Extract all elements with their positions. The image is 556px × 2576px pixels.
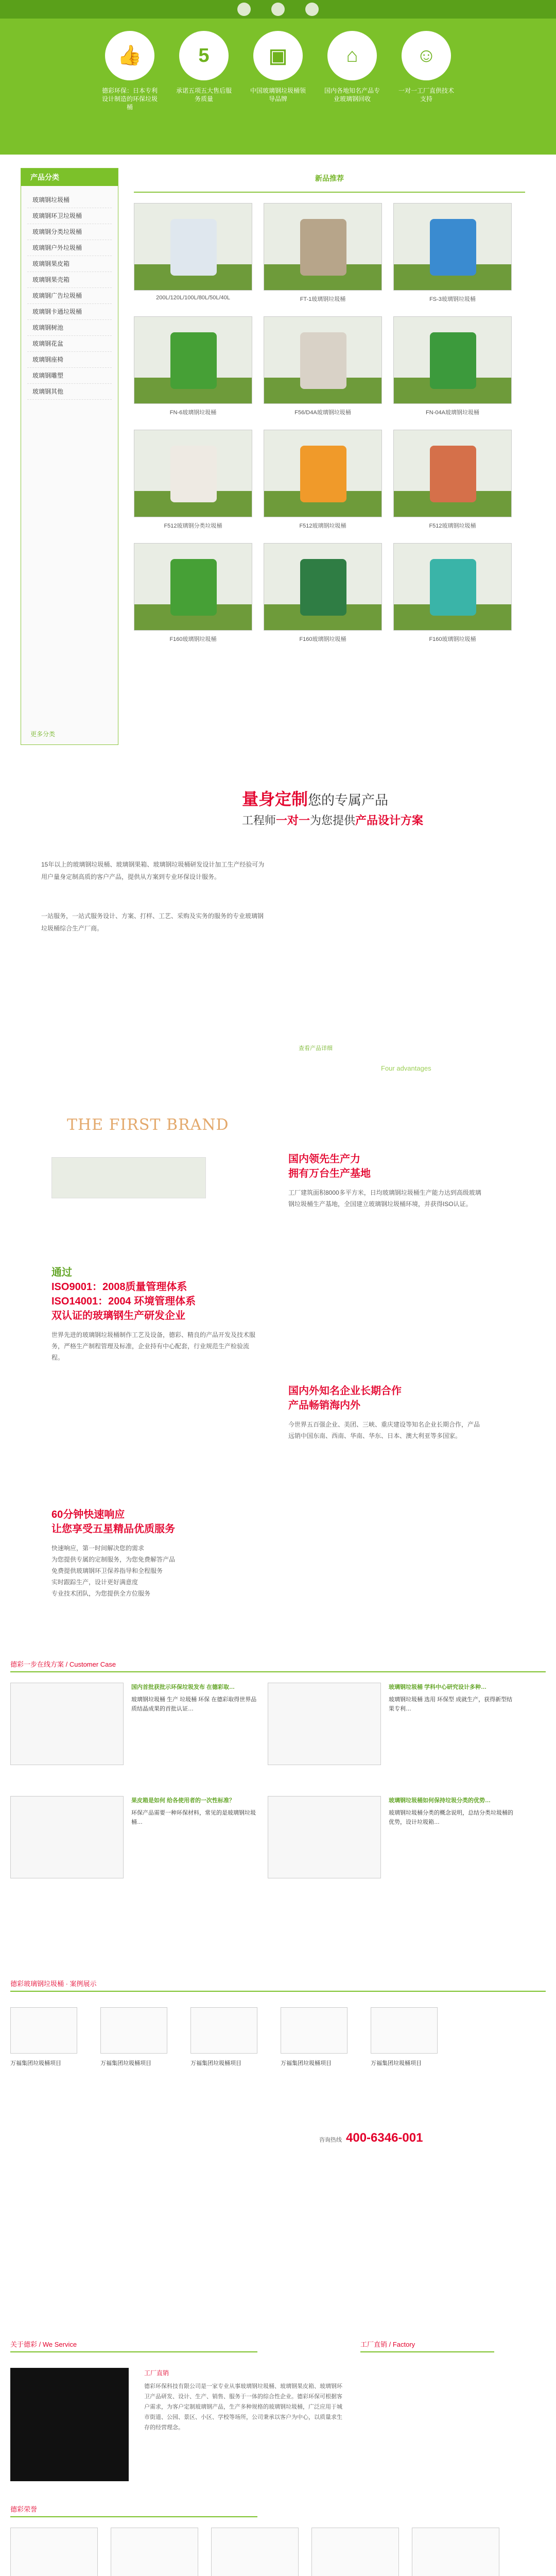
custom-heading2-end: 产品设计方案 — [355, 814, 424, 827]
bin-shape — [170, 332, 217, 389]
advantage-item — [101, 31, 158, 111]
news-title[interactable]: 果皮箱是如何 给各使用者的一次性标准？ — [131, 1798, 235, 1804]
custom-paragraph-2: 一站服务，一站式服务设计、方案、打样、工艺、采购及实务的服务的专业玻璃钢垃圾桶综合生产厂商。 — [41, 912, 264, 932]
product-card[interactable] — [134, 203, 252, 303]
advantage-item — [176, 31, 232, 111]
product-image[interactable] — [264, 430, 382, 517]
product-name[interactable]: FN-6玻璃钢垃圾桶 — [169, 410, 217, 416]
custom-heading-prefix: 量身定制 — [242, 790, 308, 808]
product-image[interactable] — [393, 316, 512, 404]
sidebar-item[interactable]: 玻璃钢果皮箱 — [27, 256, 112, 272]
advantage-item — [398, 31, 455, 111]
product-name[interactable]: F160玻璃钢垃圾桶 — [429, 636, 476, 642]
case-label[interactable]: 万福集团垃圾桶项目 — [100, 2060, 151, 2066]
news-summary: 玻璃钢垃圾桶分类的概念说明，总结分类垃圾桶的优势，设计垃圾箱… — [389, 1810, 513, 1825]
advantage-1-subtitle: 拥有万台生产基地 — [288, 1168, 371, 1179]
news-image[interactable] — [10, 1796, 124, 1878]
advantage-text: 国内各地知名产品专业玻璃钢回收 — [324, 87, 380, 103]
about-video[interactable] — [10, 2368, 129, 2481]
case-label[interactable]: 万福集团垃圾桶项目 — [281, 2060, 332, 2066]
sidebar-item[interactable]: 玻璃钢花盆 — [27, 336, 112, 352]
case-label[interactable]: 万福集团垃圾桶项目 — [190, 2060, 241, 2066]
five-icon: 5 — [179, 31, 229, 80]
about-text: 德彩环保科技有限公司是一家专业从事玻璃钢垃圾桶、玻璃钢果皮箱、玻璃钢环卫产品研发、设计、生产、销售、服务于一体的综合性企业。德彩环保可根据客户需求，为客户定制玻璃钢产品，生产多种规格的玻璃钢垃圾桶，广泛应用于城市街道、公园、景区、小区、学校等场所，公司秉承以客户为中心，以质量求生存的经营理念。 — [144, 2383, 342, 2431]
news-title[interactable]: 玻璃钢垃圾桶 学科中心研究设计多种… — [389, 1684, 487, 1690]
case-card[interactable] — [190, 2007, 257, 2054]
product-image[interactable] — [134, 203, 252, 291]
landscape-illustration — [51, 1157, 206, 1198]
sidebar-item[interactable]: 玻璃钢分类垃圾桶 — [27, 224, 112, 240]
product-card[interactable] — [264, 316, 382, 416]
sidebar-item[interactable]: 玻璃钢树池 — [27, 320, 112, 336]
product-grid — [134, 203, 525, 643]
advantage-item — [250, 31, 306, 111]
product-card[interactable] — [393, 430, 512, 530]
bin-shape — [300, 332, 346, 389]
advantage-3 — [288, 1384, 484, 1442]
case-label[interactable]: 万福集团垃圾桶项目 — [10, 2060, 61, 2066]
sidebar-title: 产品分类 — [21, 168, 118, 186]
product-card[interactable] — [134, 543, 252, 643]
advantage-4-item: 专业技术团队，为您提供全方位服务 — [51, 1590, 151, 1597]
advantage-1-text: 工厂建筑面积8000多平方米，日均玻璃钢垃圾桶生产能力达到高级玻璃钢垃圾桶生产基地，全国建立玻璃钢垃圾桶环境，并获得ISO认证。 — [288, 1189, 481, 1208]
sidebar-item[interactable]: 玻璃钢卡通垃圾桶 — [27, 304, 112, 320]
bin-shape — [170, 559, 217, 616]
bin-shape — [300, 559, 346, 616]
news-image[interactable] — [268, 1683, 381, 1765]
product-card[interactable] — [134, 316, 252, 416]
case-phone — [319, 2131, 423, 2145]
product-sidebar — [21, 168, 118, 745]
sidebar-list — [21, 186, 118, 403]
advantage-text: 德彩环保：日本专利设计制造的环保垃圾桶 — [101, 87, 158, 111]
top-band — [0, 0, 556, 19]
advantage-2 — [51, 1265, 257, 1363]
honor-card[interactable] — [211, 2528, 299, 2576]
advantage-item — [324, 31, 380, 111]
about-head: 关于德彩 / We Service — [10, 2337, 257, 2352]
case-card[interactable] — [371, 2007, 438, 2054]
product-image[interactable] — [393, 203, 512, 291]
product-name[interactable]: 200L/120L/100L/80L/50L/40L — [156, 295, 230, 301]
custom-section — [0, 755, 556, 1064]
product-image[interactable] — [393, 430, 512, 517]
news-item[interactable] — [389, 1796, 517, 1827]
brand-dot-icon — [271, 3, 285, 16]
bin-shape — [300, 446, 346, 502]
case-card[interactable] — [100, 2007, 167, 2054]
news-item[interactable] — [389, 1683, 517, 1714]
product-image[interactable] — [393, 543, 512, 631]
brand-subtitle: Four advantages — [381, 1064, 431, 1072]
product-card[interactable] — [264, 430, 382, 530]
about-text-block — [144, 2368, 345, 2433]
product-image[interactable] — [134, 430, 252, 517]
news-item[interactable] — [131, 1683, 260, 1714]
product-image[interactable] — [264, 316, 382, 404]
bank-icon: ⌂ — [327, 31, 377, 80]
case-section — [0, 1976, 556, 2337]
product-card[interactable] — [393, 316, 512, 416]
product-image[interactable] — [264, 543, 382, 631]
case-phone-number: 400-6346-001 — [346, 2131, 423, 2145]
advantage-2-title2: ISO14001：2004 环境管理体系 — [51, 1296, 196, 1307]
custom-more-link[interactable]: 查看产品详细 — [299, 1045, 333, 1052]
brand-advantages — [0, 1064, 556, 1657]
news-head: 德彩一步在线方案 / Customer Case — [10, 1657, 546, 1672]
custom-paragraph-1: 15年以上的玻璃钢垃圾桶、玻璃钢果箱、玻璃钢垃圾桶研发设计加工生产经验可为用户量身定制高质的客户产品，提供从方案到专业环保设计服务。 — [41, 861, 265, 880]
product-name[interactable]: F512玻璃钢垃圾桶 — [429, 523, 476, 529]
about-section — [0, 2337, 556, 2576]
product-card[interactable] — [393, 543, 512, 643]
sidebar-item[interactable]: 玻璃钢广告垃圾桶 — [27, 288, 112, 304]
product-name[interactable]: F56/D4A玻璃钢垃圾桶 — [294, 410, 351, 416]
case-label[interactable]: 万福集团垃圾桶项目 — [371, 2060, 422, 2066]
honor-card[interactable] — [412, 2528, 499, 2576]
sidebar-item[interactable]: 玻璃钢垃圾桶 — [27, 192, 112, 208]
product-card[interactable] — [393, 203, 512, 303]
sidebar-item[interactable]: 玻璃钢座椅 — [27, 352, 112, 368]
product-name[interactable]: FN-04A玻璃钢垃圾桶 — [426, 410, 479, 416]
advantage-text: 中国玻璃钢垃圾桶领导品牌 — [250, 87, 306, 103]
news-item[interactable] — [131, 1796, 260, 1827]
sidebar-item[interactable]: 玻璃钢环卫垃圾桶 — [27, 208, 112, 224]
person-icon: ☺ — [402, 31, 451, 80]
news-image[interactable] — [268, 1796, 381, 1878]
sidebar-item[interactable]: 玻璃钢户外垃圾桶 — [27, 240, 112, 256]
honor-head: 德彩荣誉 — [10, 2502, 257, 2517]
advantage-3-subtitle: 产品畅销海内外 — [288, 1400, 360, 1411]
advantage-2-text: 世界先进的玻璃钢垃圾桶制作工艺及设备，德彩、精良的产品开发及技术服务，严格生产制程管理及标准，企业持有中心配套，行业规范生产检验流程。 — [51, 1331, 256, 1361]
case-card[interactable] — [281, 2007, 348, 2054]
advantage-1 — [288, 1152, 484, 1210]
news-image[interactable] — [10, 1683, 124, 1765]
bin-shape — [170, 219, 217, 276]
honor-card[interactable] — [111, 2528, 198, 2576]
product-title: 新品推荐 — [134, 168, 525, 193]
product-card[interactable] — [264, 203, 382, 303]
brand-dot-icon — [237, 3, 251, 16]
honor-card[interactable] — [10, 2528, 98, 2576]
advantage-4-item: 为您提供专属的定制服务，为您免费解答产品 — [51, 1556, 176, 1563]
bin-shape — [430, 446, 476, 502]
product-image[interactable] — [134, 316, 252, 404]
advantage-3-text: 今世界五百强企业、美团、三峡、重庆建设等知名企业长期合作，产品远销中国东南、西南、华南、华东、日本、澳大利亚等多国家。 — [288, 1421, 480, 1439]
advantage-3-title: 国内外知名企业长期合作 — [288, 1385, 402, 1397]
product-name[interactable]: F160玻璃钢垃圾桶 — [299, 636, 346, 642]
thumb-icon: 👍 — [105, 31, 154, 80]
sidebar-more-link[interactable]: 更多分类 — [30, 731, 56, 738]
product-name[interactable]: F512玻璃钢分类垃圾桶 — [164, 523, 222, 529]
product-main — [134, 168, 525, 643]
custom-heading2-mid: 为您提供 — [310, 814, 356, 827]
product-name[interactable]: FT-1玻璃钢垃圾桶 — [300, 296, 346, 302]
bin-shape — [430, 332, 476, 389]
advantage-4-item: 快速响应，第一时间解决您的需求 — [51, 1545, 145, 1552]
product-name[interactable]: F512玻璃钢垃圾桶 — [299, 523, 346, 529]
advantage-4-item: 实时跟踪生产，设计更好满意度 — [51, 1579, 138, 1586]
advantage-4-list — [51, 1543, 257, 1599]
news-section — [0, 1657, 556, 1976]
advantage-text: 承诺五项五大售后服务质量 — [176, 87, 232, 103]
hero-bar — [0, 0, 556, 155]
lock-icon: ▣ — [253, 31, 303, 80]
news-summary: 环保产品需要一种环保材料，常见的是玻璃钢垃圾桶… — [131, 1810, 256, 1825]
product-image[interactable] — [134, 543, 252, 631]
about-title: 工厂直销 — [144, 2369, 169, 2377]
custom-heading2-red: 一对一 — [276, 814, 310, 827]
bin-shape — [170, 446, 217, 502]
advantage-4-item: 免费提供玻璃钢环卫保养指导和全程服务 — [51, 1567, 163, 1574]
advantage-2-title1: ISO9001：2008质量管理体系 — [51, 1281, 187, 1293]
advantage-2-title3: 双认证的玻璃钢生产研发企业 — [51, 1310, 185, 1321]
case-phone-label: 咨询热线 — [319, 2137, 342, 2143]
sidebar-item[interactable]: 玻璃钢果壳箱 — [27, 272, 112, 288]
custom-heading2 — [242, 812, 423, 828]
brand-dot-icon — [305, 3, 319, 16]
about-head2: 工厂直销 / Factory — [360, 2337, 494, 2352]
custom-heading — [242, 786, 388, 810]
news-summary: 玻璃钢垃圾桶 生产 垃圾桶 环保 在德彩取得世界品质结晶成果的首批认证… — [131, 1697, 257, 1712]
product-name[interactable]: FS-3玻璃钢垃圾桶 — [429, 296, 476, 302]
custom-heading-rest: 您的专属产品 — [308, 792, 389, 808]
brand-title: THE FIRST BRAND — [67, 1116, 229, 1134]
case-head: 德彩玻璃钢垃圾桶 · 案例展示 — [10, 1976, 546, 1992]
advantage-text: 一对一工厂直供技术支持 — [398, 87, 454, 103]
bin-shape — [300, 219, 346, 276]
case-card[interactable] — [10, 2007, 77, 2054]
product-section — [0, 168, 556, 755]
product-card[interactable] — [134, 430, 252, 530]
product-card[interactable] — [264, 543, 382, 643]
news-title[interactable]: 国内首批获批示环保垃圾发布 在德彩取… — [131, 1684, 235, 1690]
bin-shape — [430, 219, 476, 276]
advantage-row — [0, 31, 556, 111]
bin-shape — [430, 559, 476, 616]
news-summary: 玻璃钢垃圾桶 选用 环保型 成就生产，获得新型结果专利… — [389, 1697, 513, 1712]
honor-card[interactable] — [311, 2528, 399, 2576]
hero-brand-icons — [154, 0, 402, 19]
product-name[interactable]: F160玻璃钢垃圾桶 — [169, 636, 217, 642]
sidebar-item[interactable]: 玻璃钢雕塑 — [27, 368, 112, 384]
sidebar-item[interactable]: 玻璃钢其他 — [27, 384, 112, 400]
advantage-2-tag: 通过 — [51, 1267, 72, 1278]
advantage-4-title: 60分钟快速响应 — [51, 1509, 125, 1520]
product-image[interactable] — [264, 203, 382, 291]
custom-heading2-prefix: 工程师 — [242, 814, 276, 827]
news-title[interactable]: 玻璃钢垃圾桶如何保持垃圾分类的优势… — [389, 1798, 491, 1804]
advantage-1-title: 国内领先生产力 — [288, 1154, 360, 1165]
advantage-4 — [51, 1507, 257, 1599]
advantage-4-subtitle: 让您享受五星精品优质服务 — [51, 1523, 175, 1535]
